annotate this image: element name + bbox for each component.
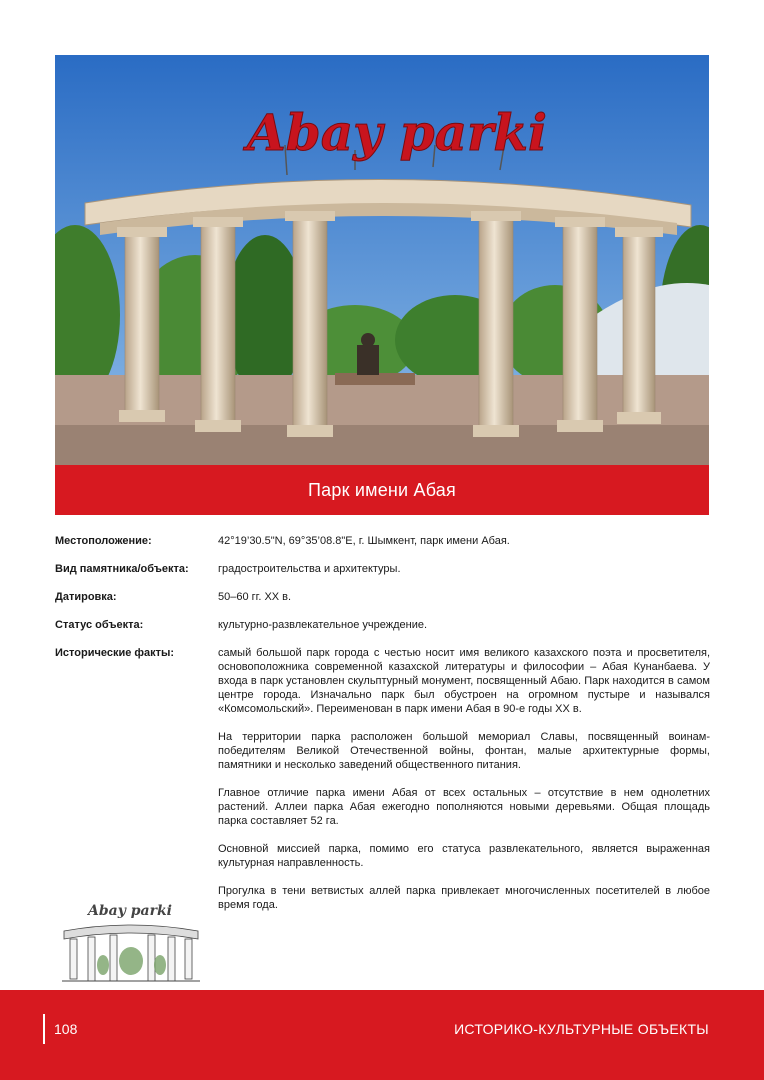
historical-paragraph: Главное отличие парка имени Абая от всех остальных – отсутствие в нем однолетних растений. Аллеи парка Абая ежегодно пополняются новыми деревьями. Общая площадь парка составляет 52 га. xyxy=(218,787,710,827)
field-label: Статус объекта: xyxy=(55,619,144,631)
historical-paragraph: Основной миссией парка, помимо его статуса развлекательного, является выраженная культурная направленность. xyxy=(218,843,710,869)
park-entrance-photo xyxy=(55,55,709,465)
svg-text:Abay parki: Abay parki xyxy=(88,903,172,919)
section-title: ИСТОРИКО-КУЛЬТУРНЫЕ ОБЪЕКТЫ xyxy=(454,1021,709,1037)
field-label: Местоположение: xyxy=(55,535,152,547)
page-footer xyxy=(0,990,764,1080)
historical-paragraph: самый большой парк города с честью носит имя великого казахского поэта и просветителя, основоположника современной казахской литературы и философии – Абая Кунанбаева. У входа в парк установлен скульптурный монумент, посвященный Абаю. Парк находится в самом центре города. Изначально парк был обустроен на огромном пустыре и назывался «Комсомольский». Переименован в парк имени Абая в 90-е годы XX в. xyxy=(218,647,710,715)
colonnade-illustration xyxy=(55,55,709,465)
historical-text xyxy=(218,646,710,926)
field-value: 50–60 гг. XX в. xyxy=(218,591,292,603)
footer-divider xyxy=(43,1014,45,1044)
colonnade-sketch-image xyxy=(58,895,204,987)
field-label: Вид памятника/объекта: xyxy=(55,563,189,575)
page-title-band xyxy=(55,465,709,515)
field-value: культурно-развлекательное учреждение. xyxy=(218,619,428,631)
page-number: 108 xyxy=(54,1021,78,1037)
historical-paragraph: Прогулка в тени ветвистых аллей парка привлекает многочисленных посетителей в любое время года. xyxy=(218,885,710,911)
page-title: Парк имени Абая xyxy=(308,479,456,500)
field-value: градостроительства и архитектуры. xyxy=(218,563,401,575)
field-value: 42°19’30.5"N, 69°35’08.8"E, г. Шымкент, парк имени Абая. xyxy=(218,535,510,547)
field-label: Датировка: xyxy=(55,591,117,603)
sign-text: Abay parki xyxy=(247,103,547,162)
historical-paragraph: На территории парка расположен большой мемориал Славы, посвященный воинам-победителям Великой Отечественной войны, фонтан, малые архитектурные формы, памятники и несколько заведений общественного питания. xyxy=(218,731,710,771)
field-label: Исторические факты: xyxy=(55,647,175,659)
